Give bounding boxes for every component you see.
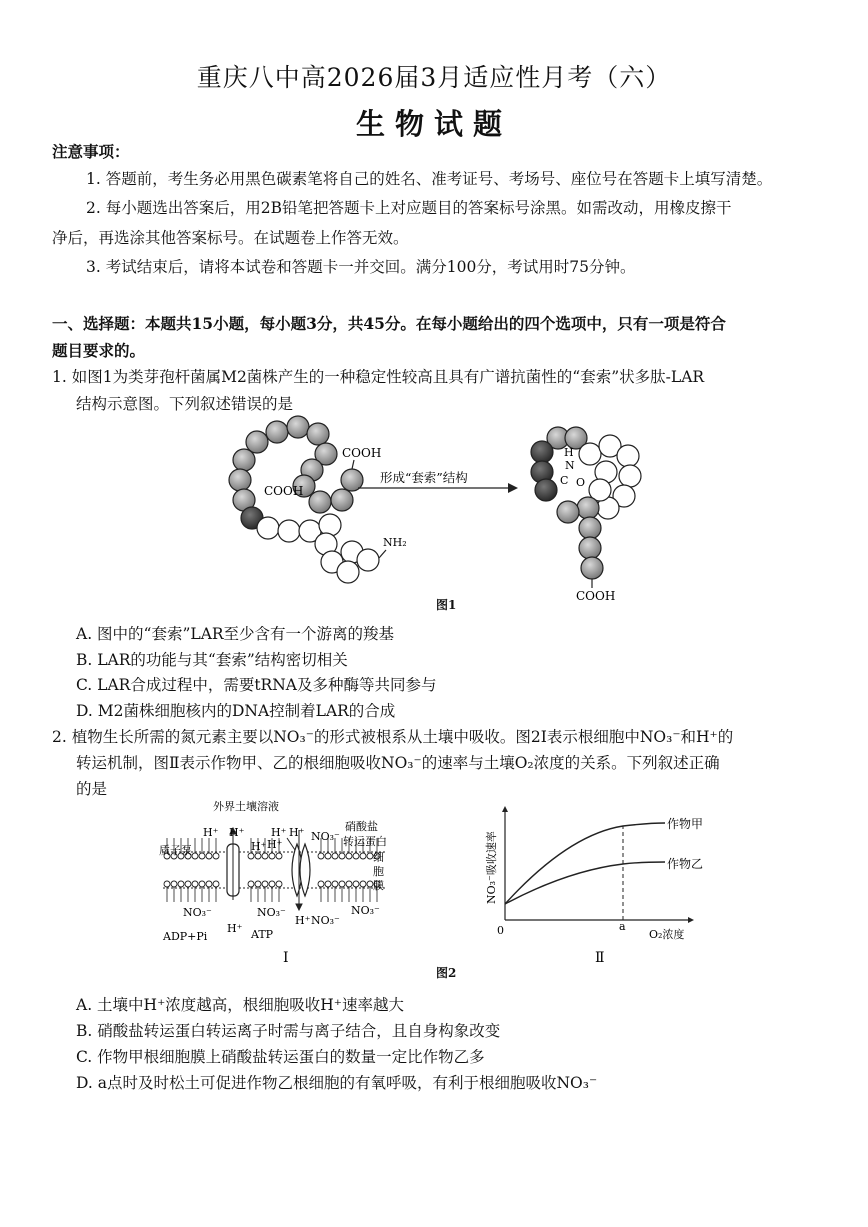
residue-bead <box>617 445 639 467</box>
origin-label: 0 <box>497 924 504 937</box>
membrane-label-2: 胞 <box>373 865 384 878</box>
phospholipid-head <box>192 881 198 887</box>
notice-item-2: 2. 每小题选出答案后，用2B铅笔把答题卡上对应题目的答案标号涂黑。如需改动，用橡皮擦干 <box>86 199 732 217</box>
phospholipid-head <box>318 881 324 887</box>
phospholipid-head <box>213 853 219 859</box>
residue-bead <box>531 441 553 463</box>
phospholipid-head <box>346 853 352 859</box>
series-a-label: 作物甲 <box>667 817 704 831</box>
q1-option-b: B. LAR的功能与其“套索”结构密切相关 <box>76 651 348 669</box>
h-plus-3: H⁺ <box>251 840 267 853</box>
phospholipid-head <box>262 853 268 859</box>
q1-option-a: A. 图中的“套索”LAR至少含有一个游离的羧基 <box>76 625 395 643</box>
outside-solution-label: 外界土壤溶液 <box>213 800 279 813</box>
residue-bead <box>579 537 601 559</box>
phospholipid-head <box>185 881 191 887</box>
phospholipid-head <box>255 853 261 859</box>
q1-option-c: C. LAR合成过程中，需要tRNA及多种酶等共同参与 <box>76 676 437 694</box>
panel-ii-label: Ⅱ <box>595 950 605 965</box>
residue-bead <box>278 520 300 542</box>
figure-1-caption: 图1 <box>436 598 457 612</box>
phospholipid-head <box>339 853 345 859</box>
q2-stem-cont-2: 的是 <box>76 780 108 798</box>
phospholipid-head <box>178 881 184 887</box>
notice-heading: 注意事项： <box>52 142 130 161</box>
residue-bead <box>287 416 309 438</box>
residue-bead <box>581 557 603 579</box>
h-plus-inside-2: H⁺ <box>295 914 311 927</box>
residue-bead <box>579 443 601 465</box>
phospholipid-head <box>192 853 198 859</box>
nh2-label: NH₂ <box>383 536 407 549</box>
q1-stem-cont: 结构示意图。下列叙述错误的是 <box>76 395 294 413</box>
phospholipid-head <box>276 853 282 859</box>
section-heading: 一、选择题：本题共15小题，每小题3分，共45分。在每小题给出的四个选项中，只有一项是符合 <box>52 314 726 333</box>
c-atom: C <box>560 474 569 487</box>
residue-bead <box>557 501 579 523</box>
residue-bead <box>357 549 379 571</box>
phospholipid-head <box>269 853 275 859</box>
residue-bead <box>266 421 288 443</box>
h-plus-5: H⁺ <box>267 838 283 851</box>
series-b-label: 作物乙 <box>667 857 704 871</box>
figure-2-caption: 图2 <box>436 966 457 980</box>
phospholipid-head <box>255 881 261 887</box>
h-plus-1: H⁺ <box>203 826 219 839</box>
phospholipid-head <box>346 881 352 887</box>
x-axis-label: O₂浓度 <box>649 928 685 941</box>
y-axis-label: NO₃⁻吸收速率 <box>485 831 498 904</box>
phospholipid-head <box>318 853 324 859</box>
no3-outside: NO₃⁻ <box>311 830 340 843</box>
phospholipid-head <box>325 881 331 887</box>
junction-residue-bead <box>535 479 557 501</box>
residue-bead <box>331 489 353 511</box>
n-atom: N <box>565 459 575 472</box>
o-atom: O <box>576 476 586 489</box>
h-plus-4: H⁺ <box>271 826 287 839</box>
phospholipid-head <box>213 881 219 887</box>
phospholipid-head <box>171 881 177 887</box>
q2-option-d: D. a点时及时松土可促进作物乙根细胞的有氧呼吸，有利于根细胞吸收NO₃⁻ <box>76 1074 598 1092</box>
phospholipid-head <box>332 853 338 859</box>
figure-2-i-membrane <box>155 800 415 965</box>
cooh-bottom-label: COOH <box>576 589 616 603</box>
phospholipid-head <box>332 881 338 887</box>
residue-bead <box>307 423 329 445</box>
notice-item-3: 3. 考试结束后，请将本试卷和答题卡一并交回。满分100分，考试用时75分钟。 <box>86 258 636 276</box>
phospholipid-head <box>206 853 212 859</box>
q2-option-c: C. 作物甲根细胞膜上硝酸盐转运蛋白的数量一定比作物乙多 <box>76 1048 485 1066</box>
figure-2-ii-chart <box>475 800 735 965</box>
residue-bead <box>309 491 331 513</box>
phospholipid-head <box>199 881 205 887</box>
phospholipid-head <box>353 853 359 859</box>
arrow-label: 形成“套索”结构 <box>380 470 468 485</box>
cooh-inner-label: COOH <box>264 484 304 498</box>
h-atom: H <box>564 446 574 459</box>
phospholipid-head <box>269 881 275 887</box>
phospholipid-head <box>276 881 282 887</box>
phospholipid-head <box>206 881 212 887</box>
phospholipid-head <box>353 881 359 887</box>
no3-inside-1: NO₃⁻ <box>183 906 212 919</box>
a-label: a <box>619 920 626 933</box>
h-plus-6: H⁺ <box>289 826 305 839</box>
adp-pi-label: ADP+Pi <box>163 930 208 943</box>
phospholipid-head <box>248 853 254 859</box>
notice-item-2-cont: 净后，再选涂其他答案标号。在试题卷上作答无效。 <box>52 229 409 247</box>
phospholipid-head <box>339 881 345 887</box>
q1-stem: 1. 如图1为类芽孢杆菌属M2菌株产生的一种稳定性较高且具有广谱抗菌性的“套索”状多肽-LAR <box>52 368 705 386</box>
exam-title: 重庆八中高2026届3月适应性月考（六） <box>196 63 672 92</box>
panel-i-label: Ⅰ <box>283 950 289 965</box>
phospholipid-head <box>164 881 170 887</box>
residue-bead <box>233 449 255 471</box>
phospholipid-head <box>199 853 205 859</box>
membrane-label-3: 膜 <box>373 879 384 892</box>
residue-bead <box>257 517 279 539</box>
membrane-label-1: 细 <box>373 851 384 864</box>
q2-option-b: B. 硝酸盐转运蛋白转运离子时需与离子结合，且自身构象改变 <box>76 1022 501 1040</box>
phospholipid-head <box>325 853 331 859</box>
residue-bead <box>229 469 251 491</box>
phospholipid-head <box>262 881 268 887</box>
section-heading-cont: 题目要求的。 <box>52 341 146 360</box>
q2-stem-cont: 转运机制，图Ⅱ表示作物甲、乙的根细胞吸收NO₃⁻的速率与土壤O₂浓度的关系。下列叙述正确 <box>76 754 720 772</box>
figure-1-lasso-peptide <box>220 412 660 617</box>
transporter-label-2: 转运蛋白 <box>343 835 387 848</box>
residue-bead <box>319 514 341 536</box>
h-plus-inside: H⁺ <box>227 922 243 935</box>
residue-bead <box>579 517 601 539</box>
curve-crop-b <box>505 862 665 904</box>
no3-inside-3: NO₃⁻ <box>351 904 380 917</box>
cooh-top-label: COOH <box>342 446 382 460</box>
phospholipid-head <box>248 881 254 887</box>
transporter-label-1: 硝酸盐 <box>345 820 378 833</box>
residue-bead <box>619 465 641 487</box>
residue-bead <box>577 497 599 519</box>
no3-inside-4: NO₃⁻ <box>311 914 340 927</box>
no3-inside-2: NO₃⁻ <box>257 906 286 919</box>
q2-stem: 2. 植物生长所需的氮元素主要以NO₃⁻的形式被根系从土壤中吸收。图2Ⅰ表示根细胞中NO₃⁻和H⁺的 <box>52 728 734 746</box>
notice-item-1: 1. 答题前，考生务必用黑色碳素笔将自己的姓名、准考证号、考场号、座位号在答题卡上填写清楚。 <box>86 170 773 188</box>
q2-option-a: A. 土壤中H⁺浓度越高，根细胞吸收H⁺速率越大 <box>76 996 404 1014</box>
q1-option-d: D. M2菌株细胞核内的DNA控制着LAR的合成 <box>76 702 396 720</box>
h-plus-2: H⁺ <box>229 826 245 839</box>
atp-label: ATP <box>251 928 274 941</box>
residue-bead <box>337 561 359 583</box>
proton-pump-label: 质子泵 <box>159 844 192 857</box>
phospholipid-head <box>360 853 366 859</box>
subject-title: 生物试题 <box>355 107 512 141</box>
phospholipid-head <box>360 881 366 887</box>
